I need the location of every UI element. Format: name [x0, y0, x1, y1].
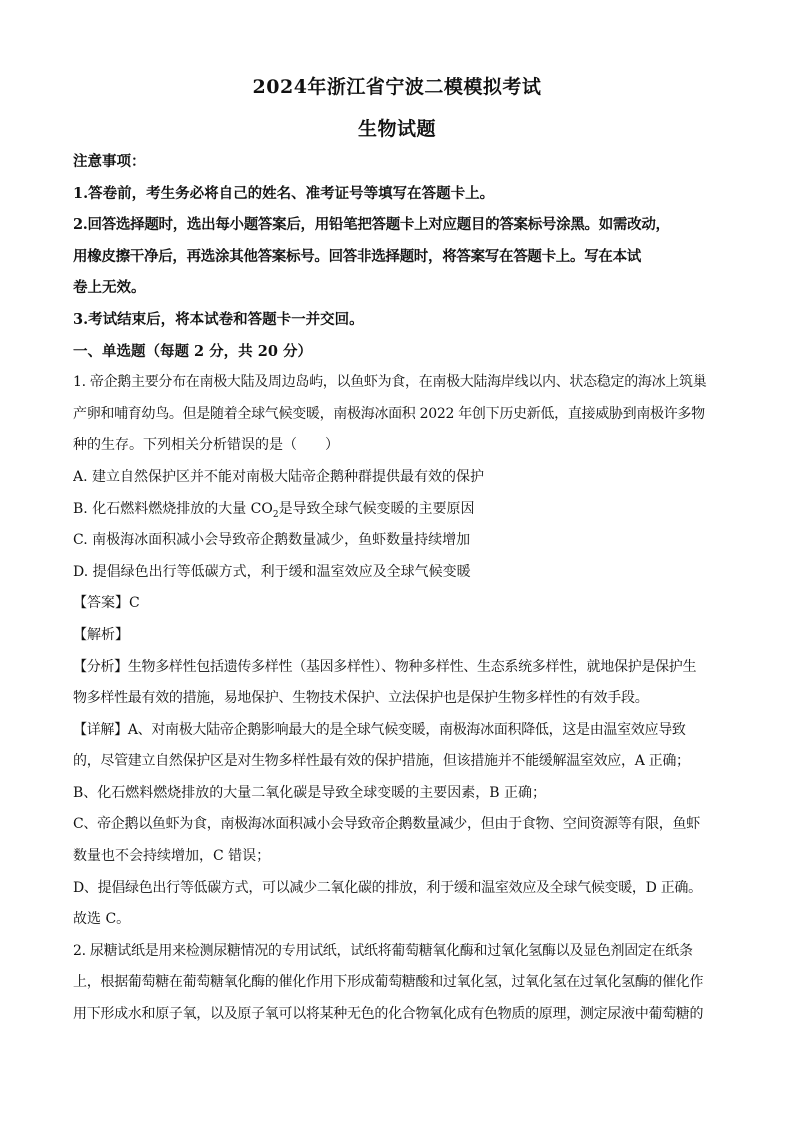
notice-item-2-line-2: 用橡皮擦干净后，再选涂其他答案标号。回答非选择题时，将答案写在答题卡上。写在本试 — [73, 247, 641, 265]
q1-option-b-text: B. 化石燃料燃烧排放的大量 CO — [73, 500, 273, 517]
q1-option-d: D. 提倡绿色出行等低碳方式，利于缓和温室效应及全球气候变暖 — [73, 563, 471, 580]
answer-label: 【答案】 — [73, 595, 129, 612]
q2-stem-line-3: 用下形成水和原子氧，以及原子氧可以将某种无色的化合物氧化成有色物质的原理，测定尿液中葡萄糖的 — [73, 1006, 704, 1023]
detail-text: A、对南极大陆帝企鹅影响最大的是全球气候变暖，南极海冰面积降低，这是由温室效应导致 — [127, 721, 686, 738]
q1-option-b-subscript: 2 — [272, 509, 279, 520]
q1-answer — [73, 588, 723, 620]
q1-detail-line-1 — [73, 715, 723, 747]
page-subtitle: 生物试题 — [357, 118, 436, 140]
q1-option-b — [73, 494, 723, 526]
q1-analysis-label: 【解析】 — [73, 626, 129, 643]
notice-heading: 注意事项： — [73, 153, 146, 170]
section-heading: 一、单选题（每题 2 分，共 20 分） — [73, 342, 312, 360]
q1-option-a: A. 建立自然保护区并不能对南极大陆帝企鹅种群提供最有效的保护 — [73, 468, 485, 485]
detail-label: 【详解】 — [73, 721, 128, 738]
notice-item-2-line-1: 2.回答选择题时，选出每小题答案后，用铅笔把答题卡上对应题目的答案标号涂黑。如需改动， — [73, 216, 670, 234]
q2-stem-line-1: 2. 尿糖试纸是用来检测尿糖情况的专用试纸，试纸将葡萄糖氧化酶和过氧化氢酶以及显色剂固定在纸条 — [73, 942, 693, 959]
q1-detail-line-4: C、帝企鹅以鱼虾为食，南极海冰面积减小会导致帝企鹅数量减少，但由于食物、空间资源等有限，鱼虾 — [73, 816, 700, 833]
q1-option-c: C. 南极海冰面积减小会导致帝企鹅数量减少，鱼虾数量持续增加 — [73, 532, 471, 549]
page-title: 2024年浙江省宁波二模模拟考试 — [252, 76, 542, 98]
q1-option-b-text-rest: 是导致全球气候变暖的主要原因 — [278, 500, 475, 517]
q1-detail-line-5: 数量也不会持续增加，C 错误； — [73, 848, 271, 865]
q1-stem-line-2: 产卵和哺育幼鸟。但是随着全球气候变暖，南极海冰面积 2022 年创下历史新低，直接威胁到南极许多物 — [73, 405, 705, 422]
q1-detail-line-2: 的，尽管建立自然保护区是对生物多样性最有效的保护措施，但该措施并不能缓解温室效应，A 正确； — [73, 753, 690, 770]
q1-stem-line-3: 种的生存。下列相关分析错误的是（ ） — [73, 437, 339, 454]
notice-item-1: 1.答卷前，考生务必将自己的姓名、准考证号等填写在答题卡上。 — [73, 184, 495, 202]
document-body — [73, 146, 723, 1031]
q1-conclusion: 故选 C。 — [73, 911, 131, 928]
q1-detail-line-6: D、提倡绿色出行等低碳方式，可以减少二氧化碳的排放，利于缓和温室效应及全球气候变暖，D 正确。 — [73, 879, 702, 896]
notice-item-2-line-3: 卷上无效。 — [73, 279, 146, 297]
q1-fenxi-line-2: 物多样性最有效的措施，易地保护、生物技术保护、立法保护也是保护生物多样性的有效手段。 — [73, 690, 649, 707]
q1-stem-line-1: 1. 帝企鹅主要分布在南极大陆及周边岛屿，以鱼虾为食，在南极大陆海岸线以内、状态稳定的海冰上筑巢 — [73, 374, 707, 391]
q2-stem-line-2: 上，根据葡萄糖在葡萄糖氧化酶的催化作用下形成葡萄糖酸和过氧化氢，过氧化氢在过氧化氢酶的催化作 — [73, 974, 704, 991]
notice-item-3: 3.考试结束后，将本试卷和答题卡一并交回。 — [73, 310, 364, 328]
fenxi-label: 【分析】 — [73, 658, 128, 675]
answer-value: C — [129, 595, 140, 612]
fenxi-text: 生物多样性包括遗传多样性（基因多样性）、物种多样性、生态系统多样性，就地保护是保护生 — [127, 658, 697, 675]
q1-fenxi-line-1 — [73, 652, 723, 684]
q1-detail-line-3: B、化石燃料燃烧排放的大量二氧化碳是导致全球变暖的主要因素，B 正确； — [73, 784, 547, 801]
